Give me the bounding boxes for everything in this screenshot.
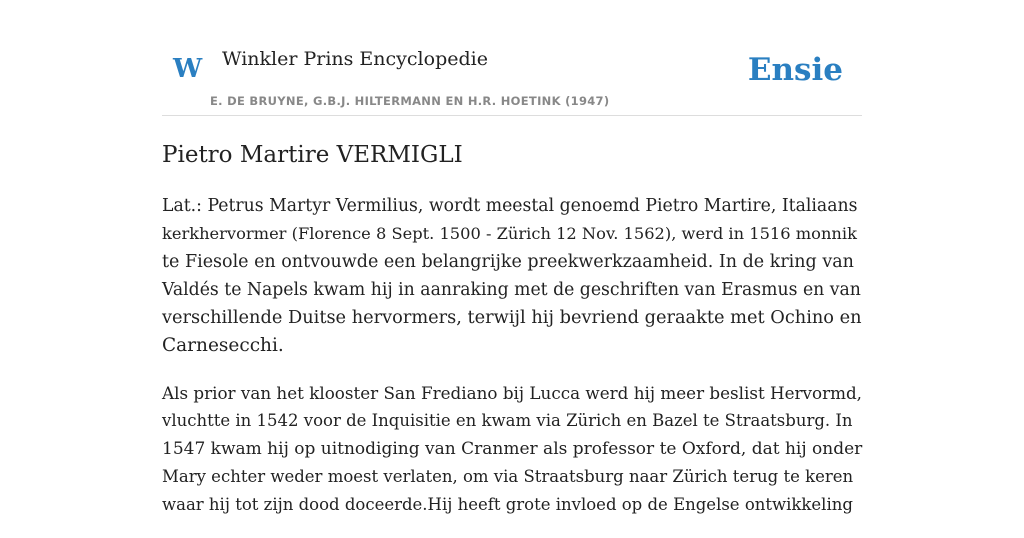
text-line: Valdés te Napels kwam hij in aanraking met de geschriften van Erasmus en van: [162, 280, 861, 300]
source-title-link[interactable]: Winkler Prins Encyclopedie: [222, 48, 488, 70]
text-line: waar hij tot zijn dood doceerde.Hij heeft grote invloed op de Engelse ontwikkeling: [162, 495, 853, 514]
text-line: Mary echter weder moest verlaten, om via Straatsburg naar Zürich terug te keren: [162, 467, 854, 486]
text-line: verschillende Duitse hervormers, terwijl hij bevriend geraakte met Ochino en: [162, 308, 862, 328]
paragraph-1: [162, 192, 862, 360]
article-title: Pietro Martire VERMIGLI: [162, 142, 463, 168]
article-body: [162, 192, 862, 538]
text-line: kerkhervormer (Florence 8 Sept. 1500 - Zürich 12 Nov. 1562), werd in 1516 monnik: [162, 224, 857, 243]
source-logo-icon[interactable]: W: [173, 54, 203, 84]
text-line: Lat.: Petrus Martyr Vermilius, wordt meestal genoemd Pietro Martire, Italiaans: [162, 196, 858, 216]
text-line: Carnesecchi.: [162, 335, 284, 356]
paragraph-2: [162, 379, 862, 519]
source-header: [162, 40, 862, 116]
text-line: vluchtte in 1542 voor de Inquisitie en kwam via Zürich en Bazel te Straatsburg. In: [162, 411, 853, 430]
text-line: 1547 kwam hij op uitnodiging van Cranmer als professor te Oxford, dat hij onder: [162, 439, 863, 459]
text-line: te Fiesole en ontvouwde een belangrijke preekwerkzaamheid. In de kring van: [162, 252, 854, 272]
source-authors: E. DE BRUYNE, G.B.J. HILTERMANN EN H.R. HOETINK (1947): [210, 94, 610, 108]
ensie-logo[interactable]: Ensie: [747, 52, 843, 88]
text-line: Als prior van het klooster San Frediano bij Lucca werd hij meer beslist Hervormd,: [162, 383, 863, 403]
